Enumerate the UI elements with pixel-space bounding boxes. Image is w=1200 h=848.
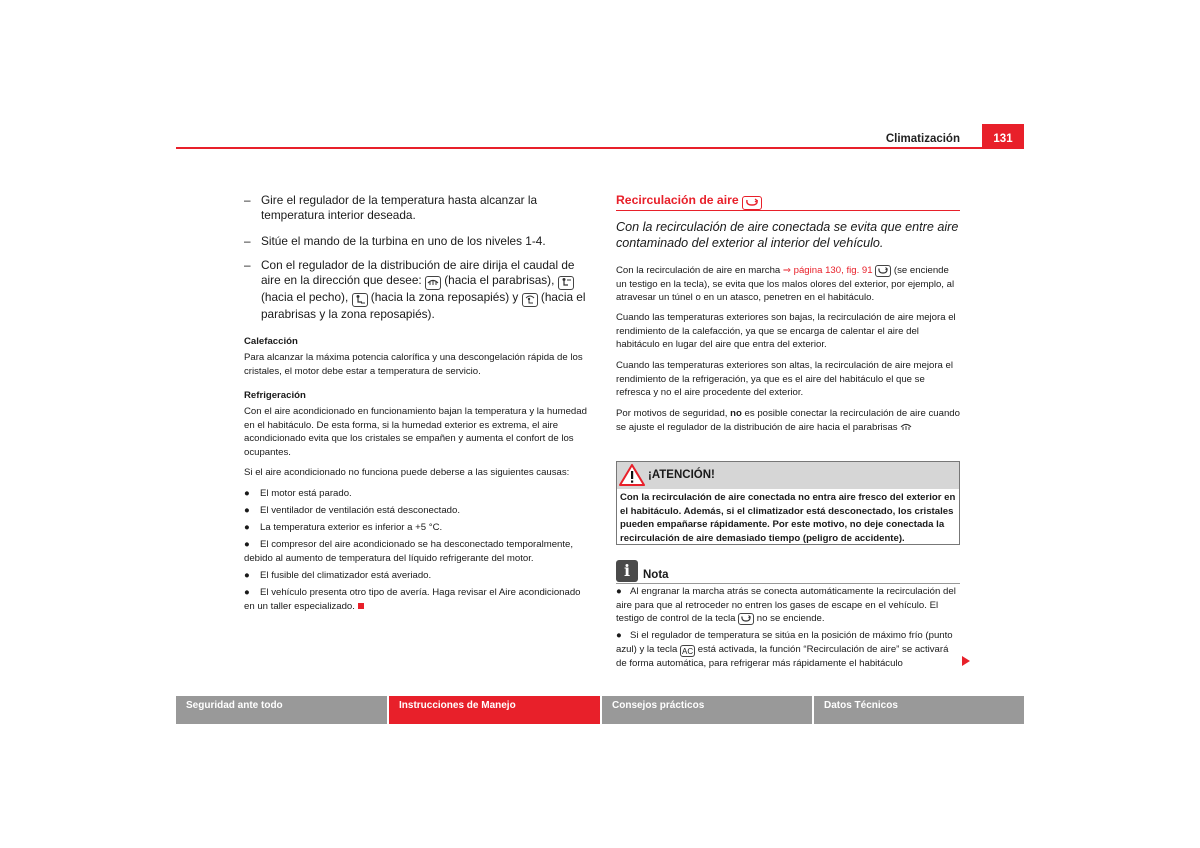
windshield-icon xyxy=(900,422,912,436)
paragraph: Con la recirculación de aire en marcha ⇒ página 130, fig. 91 (se enciende un testigo en la tecla), se evita que los malos olores del exterior, por ejemplo, al atravesar un túnel o en un atasco, penetren en el habitáculo. xyxy=(616,265,955,304)
list-item: ● El motor está parado. xyxy=(244,488,352,499)
page-number: 131 xyxy=(982,124,1024,149)
recirculation-icon xyxy=(738,613,754,625)
list-item: ● Al engranar la marcha atrás se conecta automáticamente la recirculación del aire para que al retroceder no entren los gases de escape en el vehículo. El testigo de control de la tecla no se enciende. xyxy=(616,586,956,625)
list-item: ● El ventilador de ventilación está desconectado. xyxy=(244,505,460,516)
warning-label: ¡ATENCIÓN! xyxy=(648,469,715,481)
windshield-footwell-icon xyxy=(522,293,538,307)
refrigeracion-heading: Refrigeración xyxy=(244,390,306,401)
tab-datos[interactable]: Datos Técnicos xyxy=(814,696,1024,724)
header-rule xyxy=(176,147,1024,149)
windshield-icon xyxy=(425,276,441,290)
section-title: Climatización xyxy=(885,133,960,145)
lead-text: Con la recirculación de aire conectada se evita que entre aire contaminado del exterior al interior del vehículo. xyxy=(616,220,959,250)
section-heading: Recirculación de aire xyxy=(616,193,762,210)
chest-vent-icon xyxy=(558,276,574,290)
note-rule xyxy=(616,583,960,584)
step-item: – Sitúe el mando de la turbina en uno de los niveles 1-4. xyxy=(244,234,546,248)
page-reference-link[interactable]: ⇒ página 130, fig. 91 xyxy=(782,265,873,276)
list-item: ● El fusible del climatizador está averiado. xyxy=(244,570,432,581)
calefaccion-text: Para alcanzar la máxima potencia calorífica y una descongelación rápida de los cristales, el motor debe estar a temperatura de servicio. xyxy=(244,352,583,377)
paragraph: Por motivos de seguridad, no es posible conectar la recirculación de aire cuando se ajuste el regulador de la distribución de aire hacia el parabrisas xyxy=(616,407,961,435)
list-item: ● El vehículo presenta otro tipo de avería. Haga revisar el Aire acondicionado en un taller especializado. xyxy=(244,587,581,612)
end-of-section-marker xyxy=(358,603,364,609)
recirculation-icon xyxy=(742,196,762,210)
causes-intro: Si el aire acondicionado no funciona puede deberse a las siguientes causas: xyxy=(244,467,570,478)
list-item: ● La temperatura exterior es inferior a +5 °C. xyxy=(244,522,443,533)
section-rule xyxy=(616,210,960,211)
continue-arrow-icon xyxy=(962,656,970,666)
paragraph: Cuando las temperaturas exteriores son altas, la recirculación de aire mejora el rendimiento de la refrigeración, ya que es el aire del habitáculo el que se refresca y no el aire procedente del exterior. xyxy=(616,360,954,399)
list-item: ● El compresor del aire acondicionado se ha desconectado temporalmente, debido al aumento de temperatura del líquido refrigerante del motor. xyxy=(244,539,574,564)
note-label: Nota xyxy=(643,569,669,581)
recirculation-icon xyxy=(875,265,891,277)
tab-consejos[interactable]: Consejos prácticos xyxy=(602,696,812,724)
list-item: ● Si el regulador de temperatura se sitúa en la posición de máximo frío (punto azul) y la tecla AC está activada, la función “Recirculación de aire” se activará de forma automática, para refrigerar más rápidamente el habitáculo xyxy=(616,630,953,669)
tab-seguridad[interactable]: Seguridad ante todo xyxy=(176,696,387,724)
paragraph: Cuando las temperaturas exteriores son bajas, la recirculación de aire mejora el rendimiento de la calefacción, ya que se encarga de calentar el aire del habitáculo en lugar del aire que entra del exterior. xyxy=(616,312,956,351)
step-item: – Gire el regulador de la temperatura hasta alcanzar la temperatura interior deseada. xyxy=(244,193,538,223)
tab-instrucciones[interactable]: Instrucciones de Manejo xyxy=(389,696,600,724)
info-icon: i xyxy=(616,560,638,582)
warning-text: Con la recirculación de aire conectada no entra aire fresco del exterior en el habitáculo. Además, si el climatizador está desconectado, los cristales pueden empañarse rápidamente. Por este motivo, no deje conectada la recirculación de aire demasiado tiempo (peligro de accidente). xyxy=(620,492,956,544)
ac-key: AC xyxy=(682,646,694,656)
warning-triangle-icon xyxy=(619,464,645,491)
refrigeracion-text: Con el aire acondicionado en funcionamiento bajan la temperatura y la humedad en el habitáculo. De esta forma, si la humedad exterior es extrema, el aire acondicionado evita que los cristales se empañen y aumenta el confort de los ocupantes. xyxy=(244,406,587,458)
footwell-icon xyxy=(352,293,368,307)
step-item: – Con el regulador de la distribución de aire dirija el caudal de aire en la dirección que desee: (hacia el parabrisas), (hacia el pecho), (hacia la zona reposapiés) y (hacia el parabrisas y la zona reposapiés). xyxy=(244,258,586,322)
calefaccion-heading: Calefacción xyxy=(244,336,298,347)
